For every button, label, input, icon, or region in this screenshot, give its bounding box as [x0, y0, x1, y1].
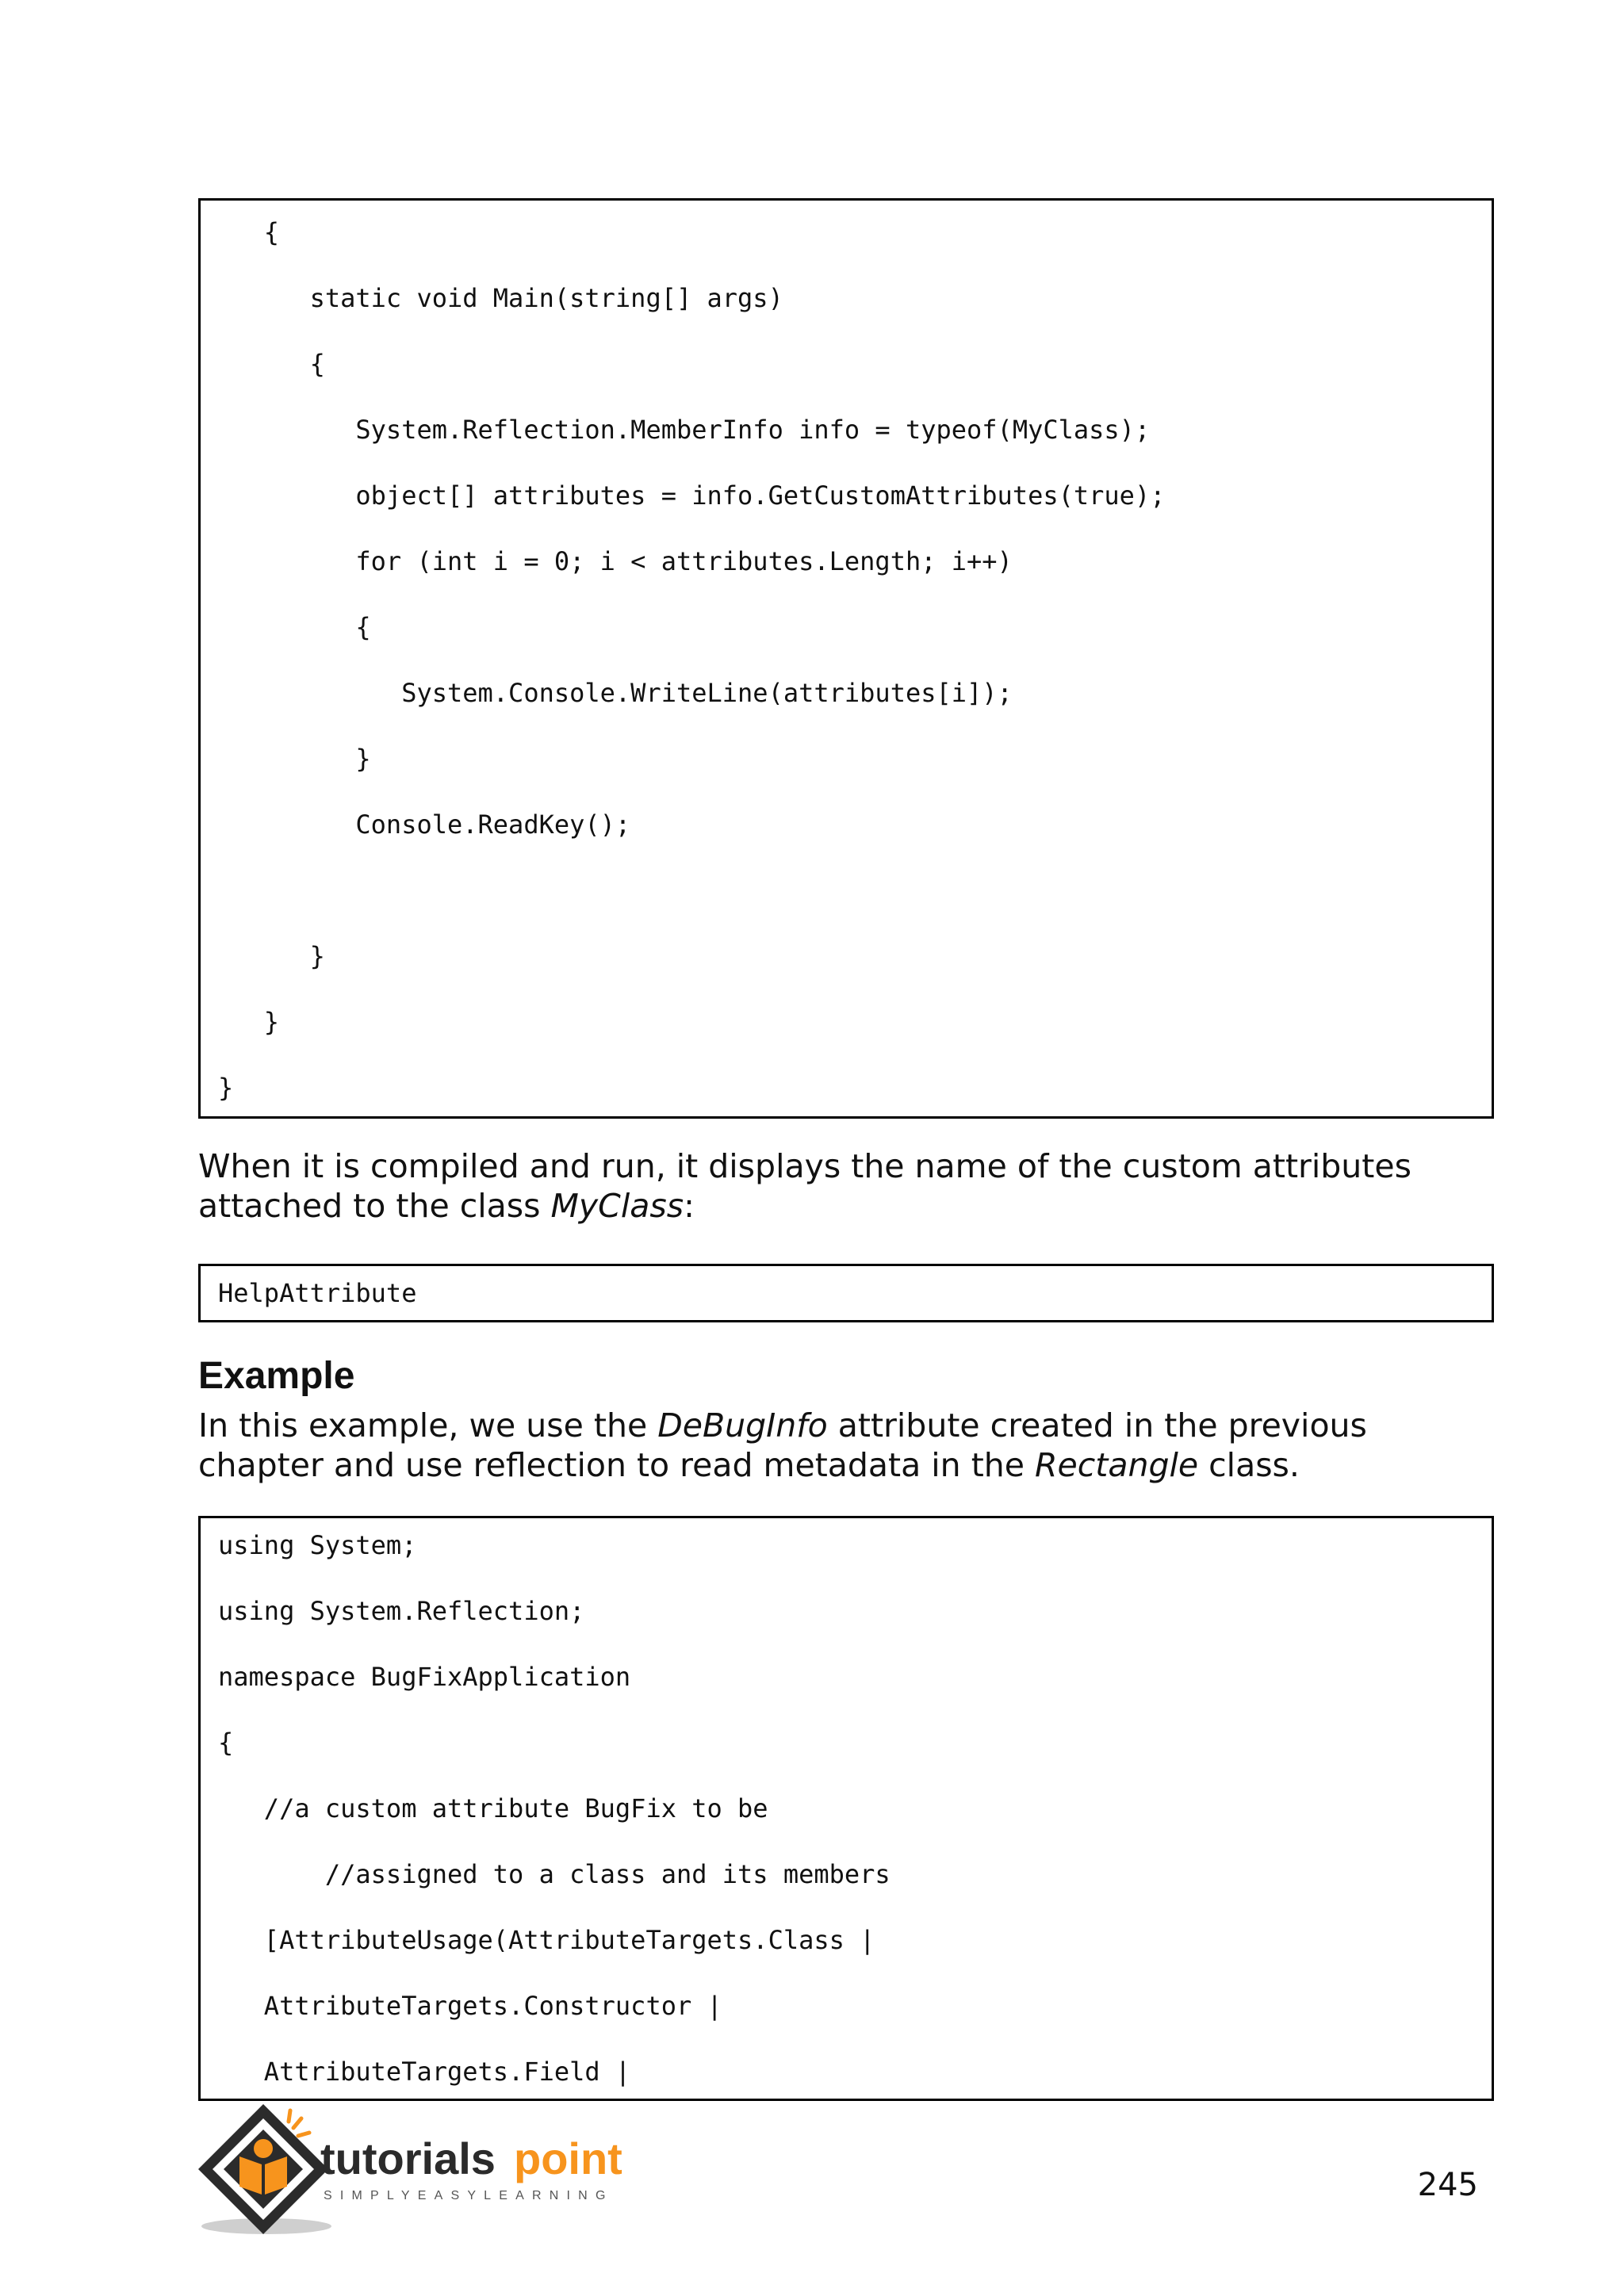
class-name: Rectangle: [1035, 1446, 1199, 1484]
code-block-1: [198, 198, 1494, 1119]
logo-head-icon: [254, 2139, 273, 2158]
code-block-2: [198, 1516, 1494, 2101]
code-line: {: [218, 217, 280, 247]
logo-word-point: point: [514, 2133, 622, 2183]
code-line: [AttributeUsage(AttributeTargets.Class |: [218, 1925, 875, 1955]
code-line: using System;: [218, 1530, 417, 1560]
code-line: AttributeTargets.Field |: [218, 2057, 631, 2087]
paragraph-example-description: [198, 1406, 1499, 1485]
code-line: {: [218, 1728, 234, 1758]
tutorialspoint-logo: [193, 2101, 653, 2241]
section-heading: Example: [198, 1355, 355, 1397]
code-line: namespace BugFixApplication: [218, 1662, 631, 1692]
class-name: MyClass: [550, 1187, 684, 1225]
logo-spark-icon: [289, 2110, 309, 2136]
code-line: for (int i = 0; i < attributes.Length; i++): [218, 546, 1013, 576]
paragraph-text: :: [684, 1187, 695, 1225]
code-line: Console.ReadKey();: [218, 809, 631, 840]
code-line: {: [218, 612, 371, 642]
output-line: HelpAttribute: [218, 1278, 417, 1308]
page-number: 245: [1417, 2167, 1478, 2203]
paragraph-output-description: [198, 1146, 1499, 1226]
paragraph-text: class.: [1198, 1446, 1300, 1484]
code-line: using System.Reflection;: [218, 1596, 585, 1626]
code-line: static void Main(string[] args): [218, 283, 783, 313]
code-line: object[] attributes = info.GetCustomAttributes(true);: [218, 480, 1166, 511]
code-line: }: [218, 941, 325, 971]
code-line: System.Reflection.MemberInfo info = typeof(MyClass);: [218, 415, 1151, 445]
code-line: }: [218, 744, 371, 774]
logo-tagline: SIMPLYEASYLEARNING: [324, 2189, 614, 2202]
code-line: //a custom attribute BugFix to be: [218, 1793, 768, 1823]
code-line: AttributeTargets.Constructor |: [218, 1991, 722, 2021]
logo-word-tutorials: tutorials: [320, 2133, 496, 2183]
code-line: System.Console.WriteLine(attributes[i]);: [218, 678, 1013, 708]
code-line: }: [218, 1073, 234, 1103]
output-block: [198, 1264, 1494, 1322]
attribute-name: DeBugInfo: [657, 1406, 828, 1445]
code-line: //assigned to a class and its members: [218, 1859, 891, 1889]
code-line: }: [218, 1007, 280, 1037]
paragraph-text: attribute created in the previous chapter and use reflection to read metadata in the: [198, 1406, 1367, 1484]
code-line: {: [218, 349, 325, 379]
paragraph-text: When it is compiled and run, it displays the name of the custom attributes attached to the class: [198, 1147, 1411, 1225]
paragraph-text: In this example, we use the: [198, 1406, 658, 1445]
